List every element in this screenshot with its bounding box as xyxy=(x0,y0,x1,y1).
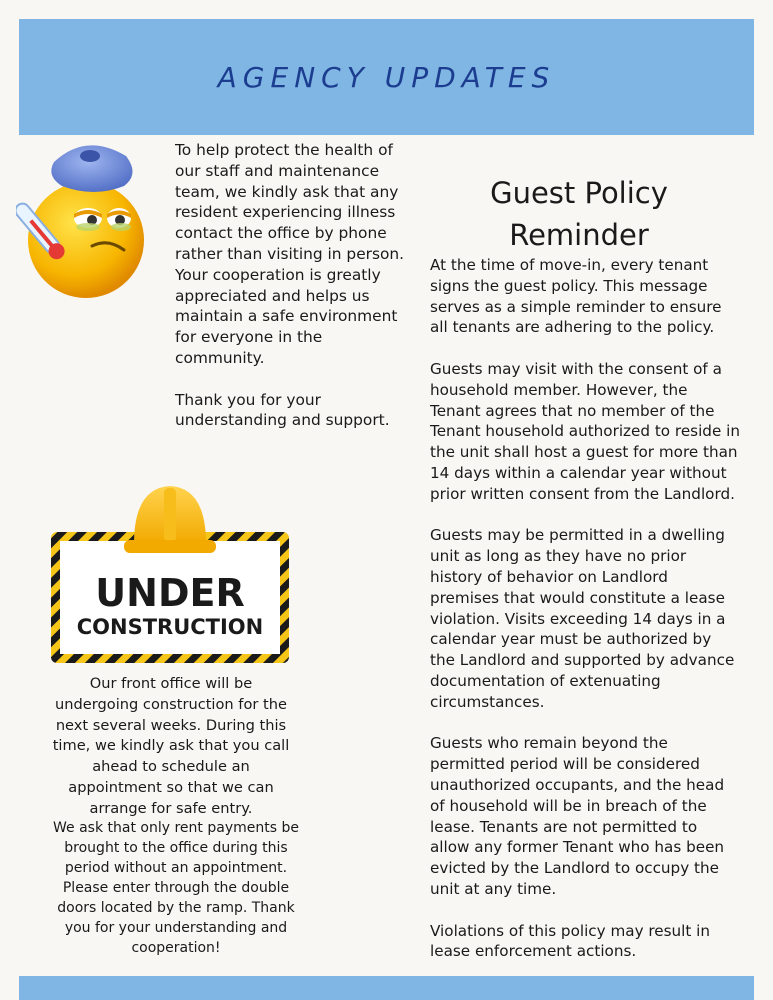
sign-line1-text: UNDER xyxy=(95,571,245,615)
hard-hat-icon xyxy=(124,486,216,553)
construction-paragraph: Our front office will be undergoing construction for the next several weeks. During this time, we kindly ask that you call ahead to schedule an appointment so that we can arrange for safe entry. xyxy=(52,675,290,817)
page-title: AGENCY UPDATES xyxy=(217,60,556,94)
construction-notice xyxy=(48,674,294,820)
guest-policy-title: Guest Policy Reminder xyxy=(490,176,668,252)
header-banner xyxy=(19,19,754,135)
construction-paragraph: We ask that only rent payments be brought to the office during this period without an appointment. Please enter through the double doors located by the ramp. Thank you for your understanding and cooperation! xyxy=(53,820,299,956)
sick-face-icon xyxy=(16,134,146,314)
guest-policy-paragraph: Guests who remain beyond the permitted period will be considered unauthorized occupants, and the head of household will be in breach of the lease. Tenants are not permitted to allow any former Tenant who has been evicted by the Landlord to occupy the unit at any time. xyxy=(430,734,725,898)
footer-bar xyxy=(19,976,754,1000)
guest-policy-paragraph: Violations of this policy may result in lease enforcement actions. xyxy=(430,921,711,961)
health-paragraph: To help protect the health of our staff and maintenance team, we kindly ask that any resident experiencing illness contact the office by phone rather than visiting in person. Your cooperation is greatly appreciated and helps us maintain a safe environment for everyone in the community. xyxy=(175,141,405,367)
guest-policy-paragraph: Guests may be permitted in a dwelling unit as long as they have no prior history of behavior on Landlord premises that would constitute a lease violation. Visits exceeding 14 days in a calendar year must be authorized by the Landlord and supported by advance documentation of extenuating circumstances. xyxy=(430,526,735,711)
under-construction-sign xyxy=(48,482,292,667)
guest-policy-paragraph: Guests may visit with the consent of a household member. However, the Tenant agrees that no member of the Tenant household authorized to reside in the unit shall host a guest for more than 14 days within a calendar year without prior written consent from the Landlord. xyxy=(430,359,740,503)
guest-policy-body xyxy=(430,255,740,983)
health-notice xyxy=(175,140,410,431)
sign-line2-text: CONSTRUCTION xyxy=(76,615,264,639)
health-thanks: Thank you for your understanding and support. xyxy=(175,390,390,430)
construction-notice-2 xyxy=(46,818,306,958)
guest-policy-paragraph: At the time of move-in, every tenant signs the guest policy. This message serves as a simple reminder to ensure all tenants are adhering to the policy. xyxy=(430,256,722,337)
